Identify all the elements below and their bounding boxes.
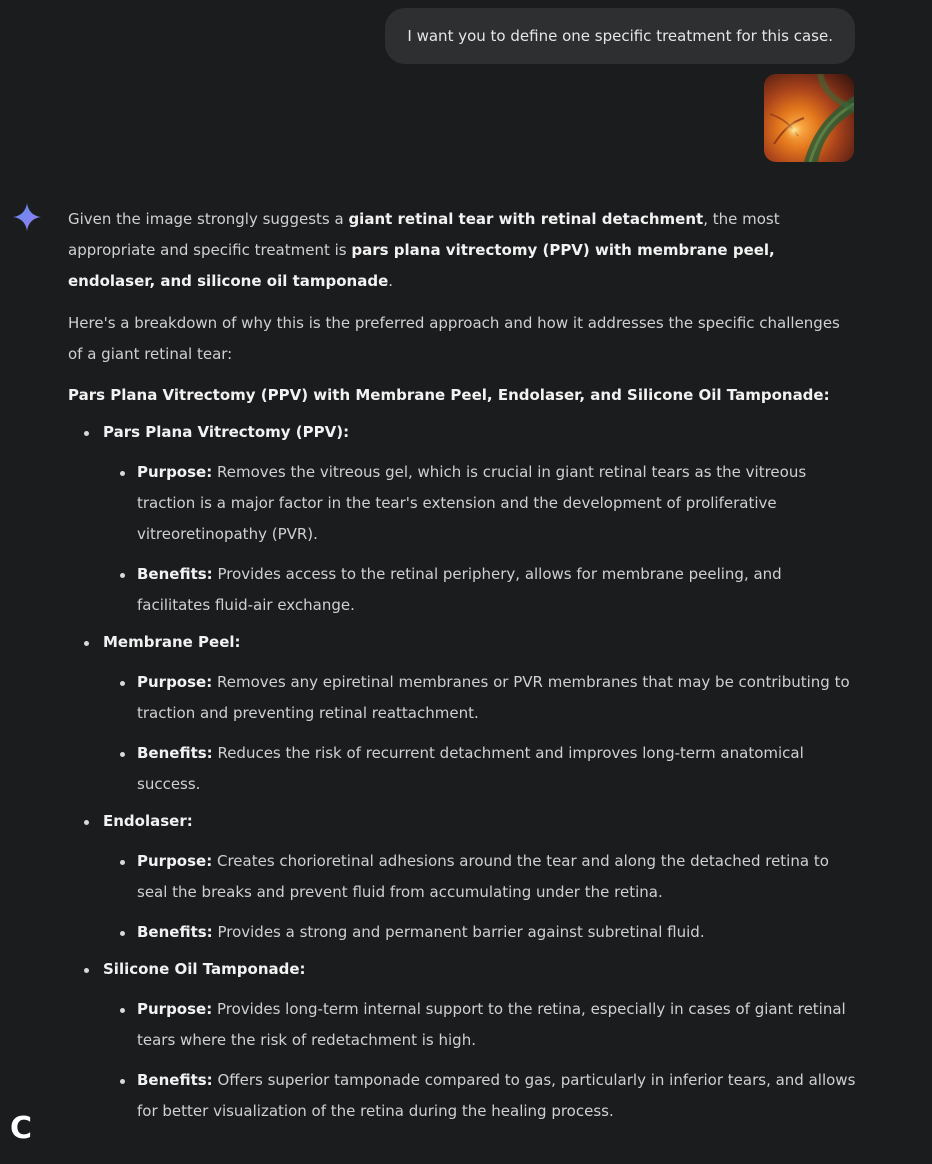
intro-treatment: pars plana vitrectomy (PPV) with membrane peel, endolaser, and silicone oil tamponade xyxy=(68,241,775,290)
item-text: Creates chorioretinal adhesions around the tear and along the detached retina to seal the breaks and prevent fluid from accumulating under the retina. xyxy=(137,852,829,901)
response-breakdown: Here's a breakdown of why this is the preferred approach and how it addresses the specific challenges of a giant retinal tear: xyxy=(68,314,840,363)
section-endolaser xyxy=(68,806,858,948)
section-membrane-peel xyxy=(68,627,858,800)
user-message-bubble xyxy=(385,8,855,64)
item-text: Reduces the risk of recurrent detachment and improves long-term anatomical success. xyxy=(137,744,804,793)
user-message-text: I want you to define one specific treatment for this case. xyxy=(407,27,833,45)
section-items xyxy=(103,846,858,948)
sparkle-icon xyxy=(12,202,42,232)
item-text: Provides long-term internal support to the retina, especially in cases of giant retinal tears where the risk of redetachment is high. xyxy=(137,1000,846,1049)
list-item xyxy=(103,846,858,908)
section-title: Endolaser: xyxy=(103,812,193,830)
item-label: Benefits: xyxy=(137,1071,213,1089)
section-items xyxy=(103,457,858,621)
item-label: Benefits: xyxy=(137,744,213,762)
intro-diagnosis: giant retinal tear with retinal detachment xyxy=(348,210,704,228)
item-label: Purpose: xyxy=(137,673,213,691)
list-item xyxy=(103,457,858,550)
list-item xyxy=(103,559,858,621)
list-item xyxy=(103,917,858,948)
list-item xyxy=(103,1065,858,1127)
intro-text: . xyxy=(388,272,394,290)
section-items xyxy=(103,667,858,800)
section-title: Pars Plana Vitrectomy (PPV): xyxy=(103,423,350,441)
list-item xyxy=(103,994,858,1056)
response-heading: Pars Plana Vitrectomy (PPV) with Membrane Peel, Endolaser, and Silicone Oil Tamponade: xyxy=(68,386,830,404)
item-text: Offers superior tamponade compared to gas, particularly in inferior tears, and allows for better visualization of the retina during the healing process. xyxy=(137,1071,856,1120)
section-title: Silicone Oil Tamponade: xyxy=(103,960,306,978)
item-text: Removes the vitreous gel, which is crucial in giant retinal tears as the vitreous traction is a major factor in the tear's extension and the development of proliferative vitreoretinopathy (PVR). xyxy=(137,463,807,543)
item-label: Benefits: xyxy=(137,923,213,941)
response-intro xyxy=(68,204,858,297)
attached-retina-image[interactable] xyxy=(764,74,854,162)
intro-text: , the most appropriate and specific treatment is xyxy=(68,210,780,259)
list-item xyxy=(103,738,858,800)
item-label: Purpose: xyxy=(137,463,213,481)
item-label: Benefits: xyxy=(137,565,213,583)
item-text: Provides a strong and permanent barrier against subretinal fluid. xyxy=(212,923,705,941)
item-text: Removes any epiretinal membranes or PVR membranes that may be contributing to traction and preventing retinal reattachment. xyxy=(137,673,850,722)
item-label: Purpose: xyxy=(137,852,213,870)
section-title: Membrane Peel: xyxy=(103,633,241,651)
section-ppv xyxy=(68,417,858,621)
item-label: Purpose: xyxy=(137,1000,213,1018)
retina-photo-graphic xyxy=(764,74,854,162)
treatment-sections xyxy=(68,417,858,1127)
section-silicone-oil xyxy=(68,954,858,1127)
section-items xyxy=(103,994,858,1127)
list-item xyxy=(103,667,858,729)
item-text: Provides access to the retinal periphery, allows for membrane peeling, and facilitates fluid-air exchange. xyxy=(137,565,782,614)
panel-label: C xyxy=(10,1111,33,1146)
intro-text: Given the image strongly suggests a xyxy=(68,210,349,228)
assistant-response xyxy=(68,204,858,1127)
